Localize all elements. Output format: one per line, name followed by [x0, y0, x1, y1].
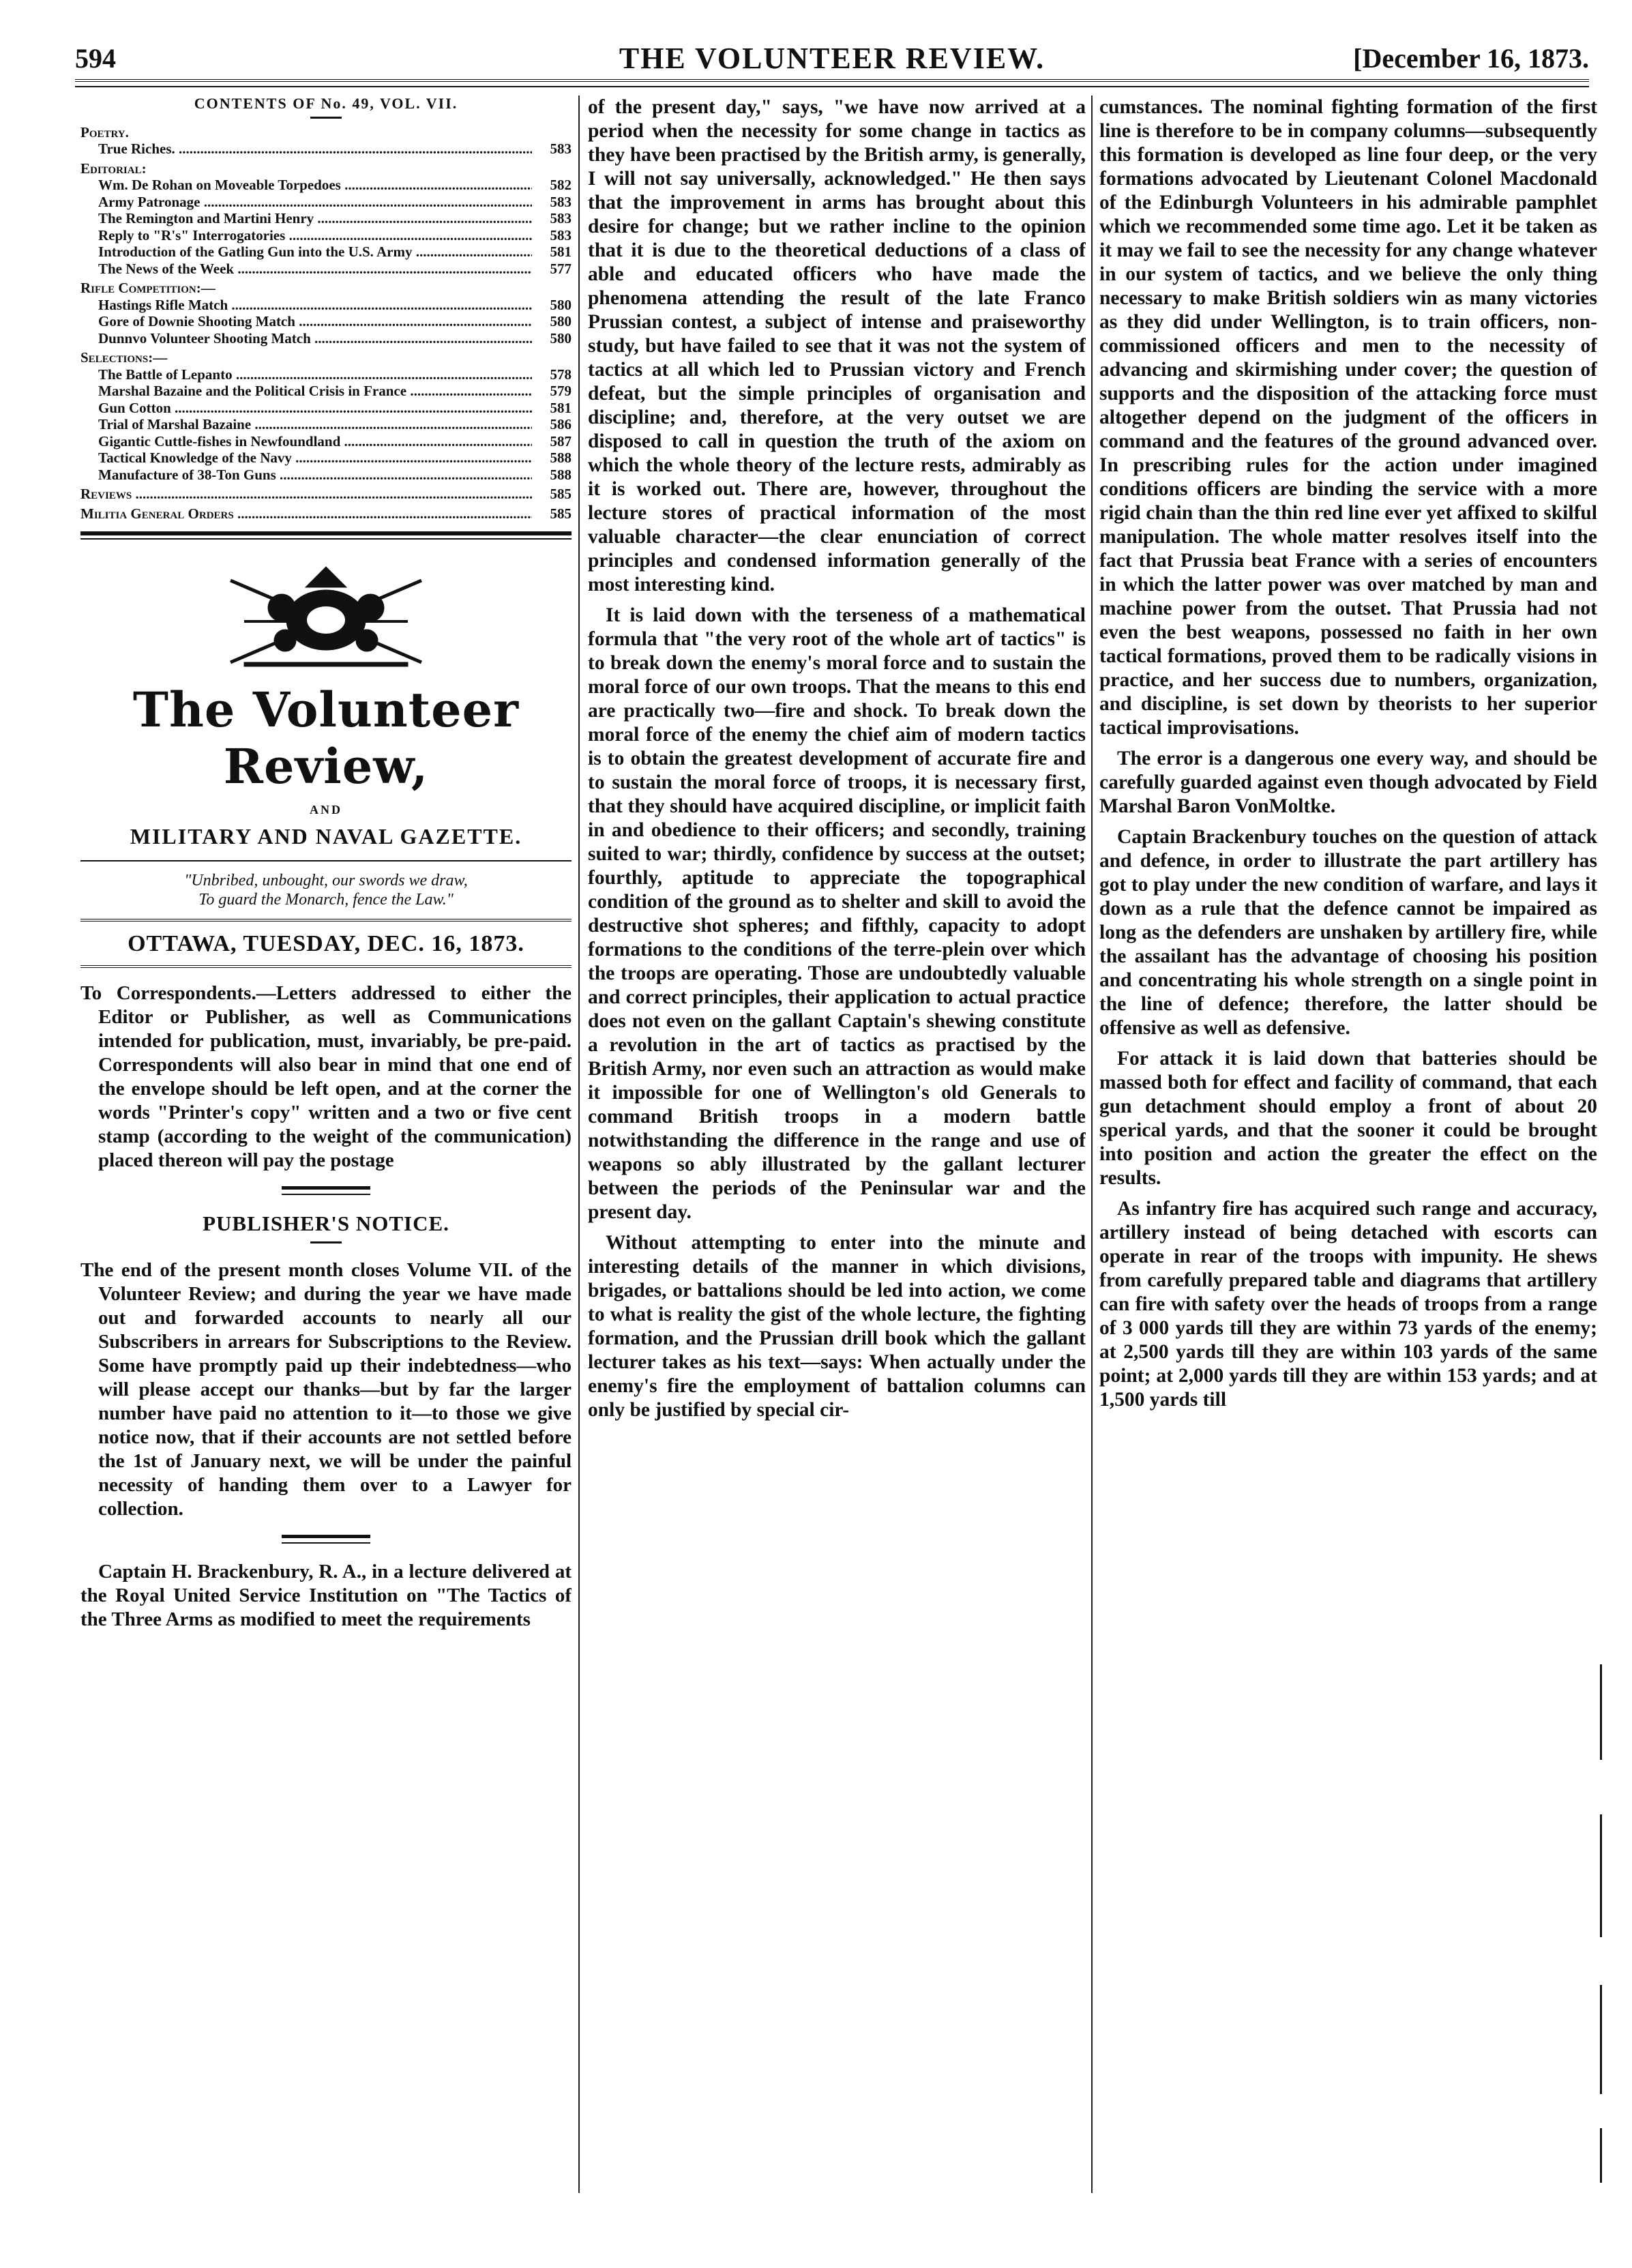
contents-entry: Marshal Bazaine and the Political Crisis in France ..... 579 — [80, 383, 572, 400]
article-paragraph: It is laid down with the terseness of a mathematical formula that "the very root of the whole art of tactics" is to break down the enemy's moral force and to sustain the moral force of our own troops. That the means to this end are practically two—fire and shock. To break down the moral force of the enemy the chief aim of modern tactics is to obtain the greatest development of accurate fire and to sustain the moral force of troops, it is necessary first, that they should have acquired discipline, or implicit faith in and obedience to their officers; and secondly, training suited to war; thirdly, confidence by success at the outset; fourthly, aptitude to appreciate the topographical condition of the ground as to shelter and skill to avoid the destructive shot spheres; and fifthly, capacity to adopt formations to the conditions of the terre-plein over which the troops are operating. Those are undoubtedly valuable and correct principles, their application to actual practice does not even on the gallant Captain's shewing constitute a revolution in the art of tactics as practised by the British Army, nor even such an attraction as would make it impossible for one of Wellington's old Generals to command British troops in a modern battle notwithstanding the difference in the range and use of weapons so ably illustrated by the gallant lecturer between the periods of the Peninsular war and the present day. — [588, 604, 1086, 1223]
divider — [80, 538, 572, 540]
header-rule — [75, 79, 1589, 87]
column-3 — [1099, 95, 1597, 2220]
correspondents-notice: To Correspondents.—Letters addressed to either the Editor or Publisher, as well as Communications intended for publication, must, invariably, be pre-paid. Correspondents will also bear in mind that one end of the envelope should be left open, and at the corner the words "Printer's copy" written and a two or five cent stamp (according to the weight of the communication) placed thereon will pay the postage — [80, 982, 572, 1171]
page-header — [75, 40, 1589, 80]
contents-entry: Dunnvo Volunteer Shooting Match ..... 580 — [80, 330, 572, 347]
column-divider — [578, 95, 580, 2193]
issue-date: [December 16, 1873. — [1353, 43, 1589, 74]
contents-entry: Manufacture of 38-Ton Guns ..... 588 — [80, 467, 572, 484]
table-of-contents — [80, 95, 572, 522]
trophy-ornament-icon — [203, 560, 449, 676]
article-paragraph: The error is a dangerous one every way, and should be carefully guarded against even though advocated by Field Marshal Baron VonMoltke. — [1099, 748, 1597, 817]
column-divider — [1091, 95, 1093, 2193]
contents-entry: Wm. De Rohan on Moveable Torpedoes ..... 582 — [80, 177, 572, 194]
contents-entry: The Battle of Lepanto ..... 578 — [80, 366, 572, 383]
motto-line: To guard the Monarch, fence the Law." — [198, 891, 454, 909]
divider — [282, 1542, 370, 1544]
contents-entry: The Remington and Martini Henry ..... 583 — [80, 210, 572, 227]
contents-entry: Introduction of the Gatling Gun into the U.S. Army ..... 581 — [80, 244, 572, 261]
contents-section: Rifle Competition:— — [80, 280, 216, 296]
article-paragraph: Captain H. Brackenbury, R. A., in a lecture delivered at the Royal United Service Institution on "The Tactics of the Three Arms as modified to meet the requirements — [80, 1561, 572, 1630]
contents-entry: The News of the Week ..... 577 — [80, 261, 572, 278]
contents-entry: Hastings Rifle Match ..... 580 — [80, 297, 572, 314]
divider — [310, 117, 342, 119]
column-2 — [588, 95, 1086, 2220]
article-paragraph: cumstances. The nominal fighting formation of the first line is therefore to be in company columns—subsequently this formation is developed as line four deep, or the very formations advocated by Lieutenant Colonel Macdonald of the Edinburgh Volunteers in his admirable pamphlet which we recommended some time ago. Let it be taken as it may we fail to see the necessity for any change whatever in our system of tactics, and we believe the only thing necessary to make British soldiers win as many victories as they did under Wellington, is to train officers, non-commissioned officers and men to the necessity of advancing and skirmishing under cover; the question of supports and the disposition of the attacking force must altogether depend on the judgment of the officers in command and the features of the ground advanced over. In prescribing rules for the action under imagined conditions officers are binding the service with a more rigid chain than the thin red line ever yet affixed to skilful manipulation. The whole matter resolves itself into the fact that Prussia beat France with a series of encounters in which the latter power was over matched by man and machine power from the outset. That Prussia had not even the best weapons, possessed no faith in her own tactical formations, proved them to be radically visions in practice, and her success due to numbers, organization, and discipline, is set down by theorists to her superior tactical improvisations. — [1099, 96, 1597, 739]
page-number: 594 — [75, 43, 116, 74]
contents-entry: Gore of Downie Shooting Match ..... 580 — [80, 313, 572, 330]
contents-entry: Gun Cotton ..... 581 — [80, 400, 572, 417]
masthead-subtitle: MILITARY AND NAVAL GAZETTE. — [130, 824, 522, 849]
contents-entry: Gigantic Cuttle-fishes in Newfoundland ..... 587 — [80, 433, 572, 450]
article-paragraph: Captain Brackenbury touches on the question of attack and defence, in order to illustrate the part artillery has got to play under the new condition of warfare, and lays it down as a rule that the defence cannot be impaired as long as the defenders are unshaken by artillery fire, while the assailant has the advantage of choosing his position and concentrating his whole strength on a single point in the line of defence; therefore, the latter should be offensive as well as defensive. — [1099, 826, 1597, 1039]
divider — [282, 1186, 370, 1190]
divider — [310, 1241, 342, 1243]
publishers-notice-title: PUBLISHER'S NOTICE. — [203, 1211, 449, 1235]
article-paragraph: As infantry fire has acquired such range and accuracy, artillery instead of being detached with escorts can operate in rear of the troops with impunity. He shews from carefully prepared table and diagrams that artillery can fire with safety over the heads of troops from a range of 3 000 yards till they are within 73 yards of the enemy; at 2,500 yards till they are within 103 yards of the same point; at 2,000 yards till they are within 153 yards; and at 1,500 yards till — [1099, 1198, 1597, 1411]
divider — [282, 1535, 370, 1538]
masthead-and: AND — [310, 803, 342, 816]
contents-entry: Trial of Marshal Bazaine ..... 586 — [80, 416, 572, 433]
contents-section: Selections:— — [80, 349, 168, 366]
contents-section: Poetry. — [80, 123, 129, 141]
article-paragraph: Without attempting to enter into the minute and interesting details of the manner in which divisions, brigades, or battalions should be led into action, we come to what is reality the gist of the whole lecture, the fighting formation, and the Prussian drill book which the gallant lecturer takes as his text—says: When actually under the enemy's fire the employment of battalion columns can only be justified by special cir- — [588, 1232, 1086, 1421]
contents-entry: True Riches. ..... 583 — [80, 141, 572, 158]
contents-section: Editorial: — [80, 160, 147, 177]
running-title: THE VOLUNTEER REVIEW. — [619, 42, 1045, 75]
publishers-notice-text: The end of the present month closes Volume VII. of the Volunteer Review; and during the year we have made out and forwarded accounts to nearly all our Subscribers in arrears for Subscriptions to the Review. Some have promptly paid up their indebtedness—who will please accept our thanks—but by far the larger number have paid no attention to it—to those we give notice now, that if their accounts are not settled before the 1st of January next, we will be under the painful necessity of handing them over to a Lawyer for collection. — [80, 1259, 572, 1520]
margin-marks — [1600, 1664, 1604, 2183]
article-paragraph: For attack it is laid down that batteries should be massed both for effect and facility of command, that each gun detachment should employ a front of about 20 sperical yards, and that the sooner it could be brought into position and action the greater the effect on the results. — [1099, 1048, 1597, 1189]
masthead-motto — [80, 860, 572, 909]
dateline: OTTAWA, TUESDAY, DEC. 16, 1873. — [80, 919, 572, 968]
contents-entry: Army Patronage ..... 583 — [80, 194, 572, 211]
contents-entry: Tactical Knowledge of the Navy ..... 588 — [80, 450, 572, 467]
contents-entry: Reviews ..... 585 — [80, 486, 572, 503]
divider — [282, 1194, 370, 1195]
article-paragraph: of the present day," says, "we have now arrived at a period when the necessity for some change in tactics as they have been practised by the British army, is generally, I will not say universally, acknowledged." He then says that the improvement in arms has brought about this desire for change; but we rather incline to the opinion that it is due to the theoretical deductions of a class of able and educated officers who have made the phenomena attending the result of the late Franco Prussian contest, a subject of intense and praiseworthy study, but have failed to see that it was not the system of tactics at all which led to Prussian victory and French defeat, but the simple principles of organisation and discipline; and, therefore, at the very outset we are disposed to call in question the truth of the axiom on which the whole theory of the lecture rests, admirably as it is worked out. There are, however, throughout the lecture stores of practical information of the most valuable character—the clear enunciation of correct principles and condensed information generally of the most interesting kind. — [588, 96, 1086, 595]
contents-title: CONTENTS OF No. 49, VOL. VII. — [194, 95, 458, 112]
masthead-title: The Volunteer Review, — [132, 681, 520, 795]
motto-line: "Unbribed, unbought, our swords we draw, — [184, 872, 468, 889]
column-1 — [80, 95, 572, 2220]
contents-entry: Reply to "R's" Interrogatories ..... 583 — [80, 227, 572, 244]
contents-entry: Militia General Orders ..... 585 — [80, 505, 572, 522]
divider — [80, 531, 572, 535]
